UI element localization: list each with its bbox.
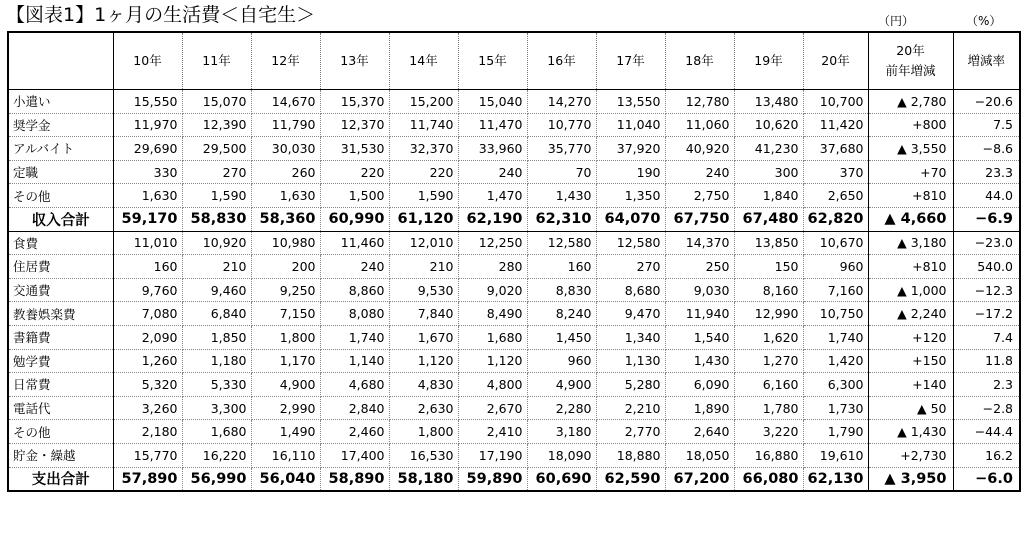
value-cell: 2,210: [596, 396, 665, 420]
value-cell: 1,490: [251, 420, 320, 444]
change-cell: ▲ 1,430: [868, 420, 953, 444]
rate-cell: −2.8: [953, 396, 1020, 420]
value-cell: 4,800: [458, 373, 527, 397]
value-cell: 12,580: [596, 231, 665, 255]
value-cell: 1,350: [596, 184, 665, 208]
value-cell: 33,960: [458, 137, 527, 161]
value-cell: 59,170: [113, 207, 182, 231]
header-year: 20年: [803, 32, 868, 90]
value-cell: 17,190: [458, 443, 527, 467]
row-label: 日常費: [8, 373, 113, 397]
row-label: 収入合計: [8, 207, 113, 231]
header-year: 14年: [389, 32, 458, 90]
value-cell: 10,700: [803, 90, 868, 114]
value-cell: 13,850: [734, 231, 803, 255]
value-cell: 10,670: [803, 231, 868, 255]
row-label: 定職: [8, 160, 113, 184]
value-cell: 960: [527, 349, 596, 373]
table-row: [8, 373, 1020, 397]
value-cell: 11,790: [251, 113, 320, 137]
value-cell: 9,030: [665, 278, 734, 302]
value-cell: 190: [596, 160, 665, 184]
value-cell: 6,300: [803, 373, 868, 397]
value-cell: 16,220: [182, 443, 251, 467]
value-cell: 29,690: [113, 137, 182, 161]
value-cell: 3,220: [734, 420, 803, 444]
value-cell: 16,110: [251, 443, 320, 467]
value-cell: 1,800: [251, 325, 320, 349]
value-cell: 240: [320, 255, 389, 279]
value-cell: 150: [734, 255, 803, 279]
value-cell: 10,980: [251, 231, 320, 255]
row-label: その他: [8, 420, 113, 444]
header-change-line1: 20年: [896, 43, 925, 58]
value-cell: 11,060: [665, 113, 734, 137]
value-cell: 15,040: [458, 90, 527, 114]
value-cell: 1,120: [458, 349, 527, 373]
value-cell: 12,580: [527, 231, 596, 255]
header-rate: 増減率: [953, 32, 1020, 90]
rate-cell: −6.9: [953, 207, 1020, 231]
rate-cell: −8.6: [953, 137, 1020, 161]
value-cell: 5,330: [182, 373, 251, 397]
value-cell: 11,010: [113, 231, 182, 255]
row-label: 住居費: [8, 255, 113, 279]
value-cell: 1,590: [182, 184, 251, 208]
rate-cell: 7.4: [953, 325, 1020, 349]
change-cell: ▲ 3,950: [868, 467, 953, 491]
value-cell: 8,240: [527, 302, 596, 326]
value-cell: 9,470: [596, 302, 665, 326]
change-cell: +800: [868, 113, 953, 137]
value-cell: 62,820: [803, 207, 868, 231]
value-cell: 35,770: [527, 137, 596, 161]
value-cell: 13,480: [734, 90, 803, 114]
header-year: 15年: [458, 32, 527, 90]
value-cell: 3,300: [182, 396, 251, 420]
row-label: 電話代: [8, 396, 113, 420]
table-row: [8, 325, 1020, 349]
row-label: 交通費: [8, 278, 113, 302]
value-cell: 1,890: [665, 396, 734, 420]
value-cell: 12,250: [458, 231, 527, 255]
value-cell: 270: [182, 160, 251, 184]
value-cell: 1,450: [527, 325, 596, 349]
value-cell: 12,370: [320, 113, 389, 137]
value-cell: 240: [458, 160, 527, 184]
value-cell: 67,200: [665, 467, 734, 491]
table-row: [8, 443, 1020, 467]
value-cell: 14,370: [665, 231, 734, 255]
value-cell: 31,530: [320, 137, 389, 161]
value-cell: 300: [734, 160, 803, 184]
table-row: [8, 420, 1020, 444]
value-cell: 270: [596, 255, 665, 279]
rate-cell: 2.3: [953, 373, 1020, 397]
value-cell: 280: [458, 255, 527, 279]
value-cell: 16,530: [389, 443, 458, 467]
rate-cell: 7.5: [953, 113, 1020, 137]
change-cell: ▲ 3,550: [868, 137, 953, 161]
value-cell: 2,460: [320, 420, 389, 444]
value-cell: 2,650: [803, 184, 868, 208]
header-change-line2: 前年増減: [885, 63, 936, 78]
value-cell: 19,610: [803, 443, 868, 467]
table-row: [8, 396, 1020, 420]
value-cell: 12,990: [734, 302, 803, 326]
change-cell: +150: [868, 349, 953, 373]
value-cell: 12,390: [182, 113, 251, 137]
value-cell: 3,180: [527, 420, 596, 444]
value-cell: 8,490: [458, 302, 527, 326]
value-cell: 4,830: [389, 373, 458, 397]
value-cell: 2,090: [113, 325, 182, 349]
value-cell: 57,890: [113, 467, 182, 491]
value-cell: 1,130: [596, 349, 665, 373]
value-cell: 9,020: [458, 278, 527, 302]
value-cell: 220: [320, 160, 389, 184]
unit-yen-label: （円）: [878, 14, 915, 28]
value-cell: 37,680: [803, 137, 868, 161]
value-cell: 5,280: [596, 373, 665, 397]
value-cell: 58,890: [320, 467, 389, 491]
value-cell: 62,130: [803, 467, 868, 491]
header-year: 19年: [734, 32, 803, 90]
value-cell: 1,420: [803, 349, 868, 373]
total-row: [8, 207, 1020, 231]
value-cell: 67,750: [665, 207, 734, 231]
value-cell: 14,670: [251, 90, 320, 114]
header-change: [868, 32, 953, 90]
value-cell: 9,250: [251, 278, 320, 302]
value-cell: 58,830: [182, 207, 251, 231]
value-cell: 10,920: [182, 231, 251, 255]
value-cell: 1,590: [389, 184, 458, 208]
value-cell: 15,070: [182, 90, 251, 114]
rate-cell: −44.4: [953, 420, 1020, 444]
table-row: [8, 90, 1020, 114]
table-row: [8, 137, 1020, 161]
header-row: [8, 32, 1020, 90]
row-label: 教養娯楽費: [8, 302, 113, 326]
value-cell: 61,120: [389, 207, 458, 231]
value-cell: 32,370: [389, 137, 458, 161]
value-cell: 40,920: [665, 137, 734, 161]
value-cell: 56,040: [251, 467, 320, 491]
rate-cell: 23.3: [953, 160, 1020, 184]
value-cell: 60,990: [320, 207, 389, 231]
value-cell: 15,370: [320, 90, 389, 114]
value-cell: 37,920: [596, 137, 665, 161]
value-cell: 14,270: [527, 90, 596, 114]
header-year: 16年: [527, 32, 596, 90]
value-cell: 62,590: [596, 467, 665, 491]
value-cell: 2,630: [389, 396, 458, 420]
value-cell: 6,840: [182, 302, 251, 326]
value-cell: 1,620: [734, 325, 803, 349]
value-cell: 1,630: [113, 184, 182, 208]
change-cell: +810: [868, 255, 953, 279]
value-cell: 1,170: [251, 349, 320, 373]
value-cell: 29,500: [182, 137, 251, 161]
value-cell: 66,080: [734, 467, 803, 491]
table-row: [8, 278, 1020, 302]
value-cell: 1,740: [803, 325, 868, 349]
header-year: 12年: [251, 32, 320, 90]
value-cell: 2,840: [320, 396, 389, 420]
value-cell: 7,080: [113, 302, 182, 326]
change-cell: ▲ 1,000: [868, 278, 953, 302]
row-label: 貯金・繰越: [8, 443, 113, 467]
value-cell: 10,770: [527, 113, 596, 137]
value-cell: 11,460: [320, 231, 389, 255]
value-cell: 9,460: [182, 278, 251, 302]
rate-cell: −17.2: [953, 302, 1020, 326]
value-cell: 2,990: [251, 396, 320, 420]
rate-cell: −6.0: [953, 467, 1020, 491]
value-cell: 9,760: [113, 278, 182, 302]
rate-cell: 11.8: [953, 349, 1020, 373]
row-label: 勉学費: [8, 349, 113, 373]
value-cell: 1,850: [182, 325, 251, 349]
value-cell: 240: [665, 160, 734, 184]
row-label: 奨学金: [8, 113, 113, 137]
value-cell: 15,770: [113, 443, 182, 467]
value-cell: 960: [803, 255, 868, 279]
value-cell: 2,410: [458, 420, 527, 444]
header-year: 18年: [665, 32, 734, 90]
value-cell: 4,900: [251, 373, 320, 397]
change-cell: ▲ 4,660: [868, 207, 953, 231]
value-cell: 1,780: [734, 396, 803, 420]
value-cell: 11,420: [803, 113, 868, 137]
rate-cell: 44.0: [953, 184, 1020, 208]
value-cell: 10,750: [803, 302, 868, 326]
value-cell: 1,500: [320, 184, 389, 208]
value-cell: 15,200: [389, 90, 458, 114]
table-title: 【図表1】1ヶ月の生活費＜自宅生＞: [6, 4, 316, 26]
change-cell: +70: [868, 160, 953, 184]
header-corner: [8, 32, 113, 90]
table-row: [8, 255, 1020, 279]
value-cell: 1,470: [458, 184, 527, 208]
value-cell: 1,740: [320, 325, 389, 349]
value-cell: 220: [389, 160, 458, 184]
value-cell: 9,530: [389, 278, 458, 302]
change-cell: ▲ 50: [868, 396, 953, 420]
row-label: アルバイト: [8, 137, 113, 161]
value-cell: 11,740: [389, 113, 458, 137]
value-cell: 8,860: [320, 278, 389, 302]
value-cell: 1,270: [734, 349, 803, 373]
value-cell: 210: [182, 255, 251, 279]
value-cell: 4,680: [320, 373, 389, 397]
living-cost-table: [7, 31, 1021, 492]
value-cell: 160: [113, 255, 182, 279]
value-cell: 11,470: [458, 113, 527, 137]
value-cell: 1,140: [320, 349, 389, 373]
table-row: [8, 160, 1020, 184]
value-cell: 2,670: [458, 396, 527, 420]
value-cell: 160: [527, 255, 596, 279]
value-cell: 1,680: [182, 420, 251, 444]
value-cell: 370: [803, 160, 868, 184]
value-cell: 15,550: [113, 90, 182, 114]
change-cell: +140: [868, 373, 953, 397]
value-cell: 64,070: [596, 207, 665, 231]
value-cell: 8,680: [596, 278, 665, 302]
value-cell: 1,430: [527, 184, 596, 208]
change-cell: ▲ 2,780: [868, 90, 953, 114]
unit-percent-label: （%）: [966, 14, 1002, 28]
rate-cell: 16.2: [953, 443, 1020, 467]
value-cell: 7,150: [251, 302, 320, 326]
total-row: [8, 467, 1020, 491]
value-cell: 16,880: [734, 443, 803, 467]
rate-cell: −23.0: [953, 231, 1020, 255]
value-cell: 8,160: [734, 278, 803, 302]
change-cell: +120: [868, 325, 953, 349]
table-row: [8, 231, 1020, 255]
value-cell: 1,840: [734, 184, 803, 208]
value-cell: 1,800: [389, 420, 458, 444]
value-cell: 70: [527, 160, 596, 184]
value-cell: 58,360: [251, 207, 320, 231]
value-cell: 2,770: [596, 420, 665, 444]
value-cell: 6,160: [734, 373, 803, 397]
header-year: 13年: [320, 32, 389, 90]
value-cell: 11,040: [596, 113, 665, 137]
value-cell: 11,940: [665, 302, 734, 326]
value-cell: 30,030: [251, 137, 320, 161]
value-cell: 67,480: [734, 207, 803, 231]
row-label: 支出合計: [8, 467, 113, 491]
value-cell: 62,310: [527, 207, 596, 231]
value-cell: 60,690: [527, 467, 596, 491]
rate-cell: −12.3: [953, 278, 1020, 302]
value-cell: 2,280: [527, 396, 596, 420]
table-row: [8, 349, 1020, 373]
value-cell: 7,160: [803, 278, 868, 302]
value-cell: 1,260: [113, 349, 182, 373]
value-cell: 8,080: [320, 302, 389, 326]
row-label: 書籍費: [8, 325, 113, 349]
header-year: 11年: [182, 32, 251, 90]
value-cell: 1,630: [251, 184, 320, 208]
row-label: 小遣い: [8, 90, 113, 114]
value-cell: 58,180: [389, 467, 458, 491]
value-cell: 250: [665, 255, 734, 279]
value-cell: 1,120: [389, 349, 458, 373]
value-cell: 4,900: [527, 373, 596, 397]
rate-cell: −20.6: [953, 90, 1020, 114]
row-label: その他: [8, 184, 113, 208]
row-label: 食費: [8, 231, 113, 255]
value-cell: 210: [389, 255, 458, 279]
change-cell: ▲ 3,180: [868, 231, 953, 255]
value-cell: 1,670: [389, 325, 458, 349]
change-cell: ▲ 2,240: [868, 302, 953, 326]
value-cell: 200: [251, 255, 320, 279]
header-year: 10年: [113, 32, 182, 90]
change-cell: +810: [868, 184, 953, 208]
value-cell: 1,790: [803, 420, 868, 444]
value-cell: 59,890: [458, 467, 527, 491]
table-row: [8, 302, 1020, 326]
value-cell: 1,430: [665, 349, 734, 373]
value-cell: 56,990: [182, 467, 251, 491]
value-cell: 2,640: [665, 420, 734, 444]
value-cell: 2,750: [665, 184, 734, 208]
value-cell: 12,780: [665, 90, 734, 114]
value-cell: 17,400: [320, 443, 389, 467]
table-row: [8, 113, 1020, 137]
value-cell: 1,540: [665, 325, 734, 349]
value-cell: 1,730: [803, 396, 868, 420]
value-cell: 18,050: [665, 443, 734, 467]
value-cell: 8,830: [527, 278, 596, 302]
value-cell: 330: [113, 160, 182, 184]
value-cell: 10,620: [734, 113, 803, 137]
value-cell: 11,970: [113, 113, 182, 137]
value-cell: 41,230: [734, 137, 803, 161]
rate-cell: 540.0: [953, 255, 1020, 279]
value-cell: 1,680: [458, 325, 527, 349]
value-cell: 2,180: [113, 420, 182, 444]
value-cell: 7,840: [389, 302, 458, 326]
value-cell: 13,550: [596, 90, 665, 114]
value-cell: 5,320: [113, 373, 182, 397]
value-cell: 1,340: [596, 325, 665, 349]
value-cell: 12,010: [389, 231, 458, 255]
value-cell: 62,190: [458, 207, 527, 231]
value-cell: 3,260: [113, 396, 182, 420]
value-cell: 6,090: [665, 373, 734, 397]
change-cell: +2,730: [868, 443, 953, 467]
value-cell: 1,180: [182, 349, 251, 373]
value-cell: 260: [251, 160, 320, 184]
value-cell: 18,880: [596, 443, 665, 467]
header-year: 17年: [596, 32, 665, 90]
table-row: [8, 184, 1020, 208]
value-cell: 18,090: [527, 443, 596, 467]
